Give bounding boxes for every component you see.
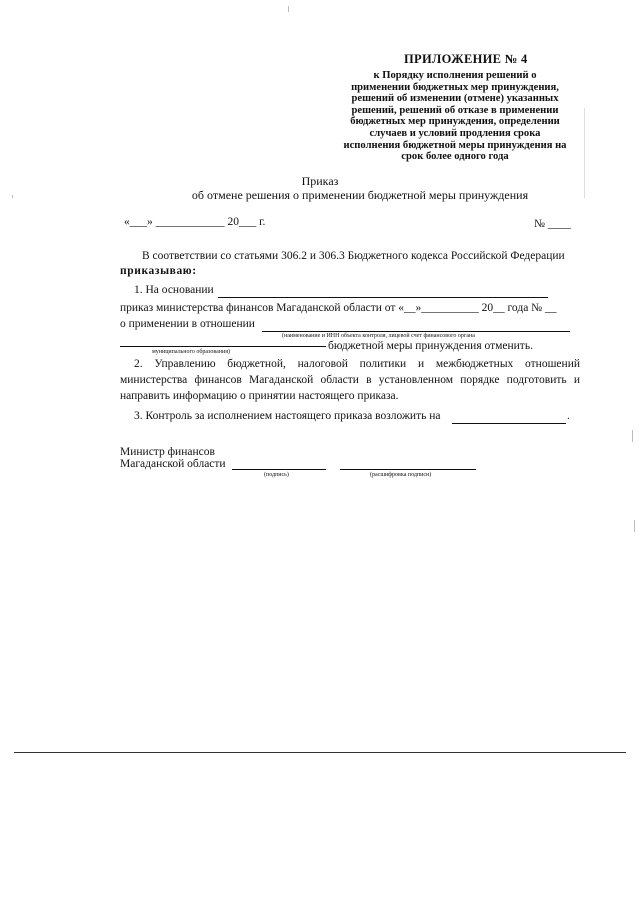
signer-role-1: Министр финансов xyxy=(120,446,215,458)
appendix-line: случаев и условий продления срока xyxy=(369,127,541,139)
p1-object-blank-2 xyxy=(120,336,326,347)
signature-decode-caption: (расшифровка подписи) xyxy=(370,472,432,478)
p1-end: бюджетной меры принуждения отменить. xyxy=(328,340,533,352)
scan-speck xyxy=(632,430,633,442)
p3-blank-line xyxy=(452,413,566,424)
document-number: № ____ xyxy=(534,218,571,230)
appendix-line: к Порядку исполнения решений о xyxy=(373,70,537,81)
p1-object-blank xyxy=(262,321,570,332)
preamble-text: В соответствии со статьями 306.2 и 306.3 Бюджетного кодекса Российской Федерации xyxy=(142,250,565,262)
document-title: Приказ xyxy=(301,174,339,188)
appendix-title: ПРИЛОЖЕНИЕ № 4 xyxy=(404,52,528,66)
p1-caption-2: муниципального образования) xyxy=(152,349,230,355)
p3-text: 3. Контроль за исполнением настоящего приказа возложить на xyxy=(134,410,441,422)
p1-start: 1. На основании xyxy=(134,284,214,296)
document-subtitle: об отмене решения о применении бюджетной меры принуждения xyxy=(191,188,529,202)
appendix-line: бюджетных мер принуждения, определении xyxy=(350,116,560,128)
p3-period: . xyxy=(567,410,570,422)
appendix-description xyxy=(330,70,580,163)
signature-decode-line xyxy=(340,459,476,470)
p2-line-1: 2. Управлению бюджетной, налоговой политики и межбюджетных отношений xyxy=(134,358,580,370)
document-date: «___» ____________ 20___ г. xyxy=(124,216,266,228)
appendix-line: исполнения бюджетной меры принуждения на xyxy=(343,139,567,151)
p1-in-relation: о применении в отношении xyxy=(120,318,255,330)
appendix-line: решений об изменении (отмене) указанных xyxy=(351,93,559,105)
page-bottom-rule xyxy=(14,752,626,753)
appendix-line: решений, решений об отказе в применении xyxy=(351,104,559,116)
p1-caption: (наименование и ИНН объекта контроля, лицевой счет финансового органа xyxy=(282,333,475,339)
appendix-line: срок более одного года xyxy=(401,151,509,163)
p2-line-2: министерства финансов Магаданской области в установленном порядке подготовить и xyxy=(120,374,580,386)
p1-order-ref: приказ министерства финансов Магаданской области от «__»__________ 20__ года № __ xyxy=(120,302,557,314)
p2-line-3: направить информацию о принятии настоящего приказа. xyxy=(120,390,399,402)
order-word: приказываю: xyxy=(120,265,197,277)
signer-role-2: Магаданской области xyxy=(120,458,226,470)
scan-speck xyxy=(634,520,635,532)
signature-caption: (подпись) xyxy=(264,472,289,478)
appendix-line: применении бюджетных мер принуждения, xyxy=(351,81,559,93)
p1-blank-line xyxy=(218,287,548,298)
signature-line xyxy=(232,459,326,470)
scan-speck xyxy=(288,6,289,12)
